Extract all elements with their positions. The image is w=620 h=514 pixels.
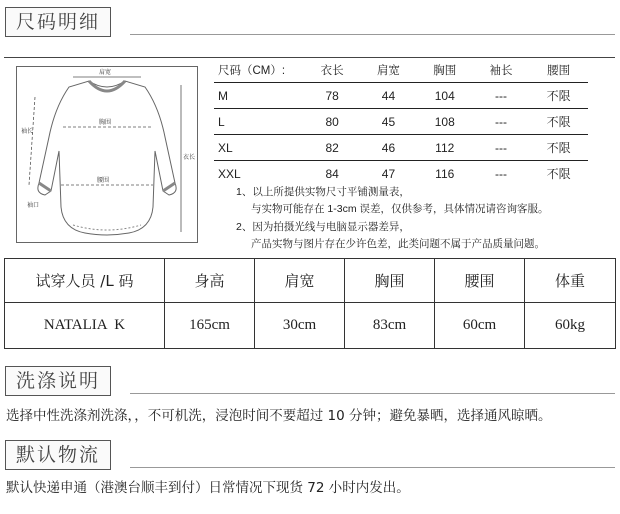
fit-header-cell: 胸围 (345, 259, 435, 303)
fit-header-cell: 身高 (165, 259, 255, 303)
fit-header-cell: 肩宽 (255, 259, 345, 303)
fit-header-cell: 体重 (525, 259, 616, 303)
fit-cell: 165cm (165, 303, 255, 349)
size-cell: 108 (417, 109, 473, 135)
label-hem: 腰围 (97, 177, 110, 184)
fit-table-row (5, 303, 616, 349)
label-chest: 胸围 (99, 119, 112, 126)
section-title-wash-text: 洗涤说明 (16, 370, 101, 392)
dress-illustration (17, 67, 197, 242)
size-cell: --- (473, 109, 529, 135)
fit-cell: 83cm (345, 303, 435, 349)
size-table (214, 58, 588, 186)
note-line: 2、因为拍摄光线与电脑显示器差异， (236, 220, 410, 233)
size-row (214, 109, 588, 135)
size-cell: 不限 (529, 83, 588, 109)
size-cell: --- (473, 161, 529, 187)
fit-table-header (5, 259, 616, 303)
label-length: 衣长 (183, 154, 196, 161)
size-cell: 46 (360, 135, 416, 161)
size-notes (236, 184, 549, 253)
size-header-cell: 腰围 (547, 65, 571, 77)
size-cell: 84 (304, 161, 360, 187)
size-header-cell: 衣长 (320, 65, 344, 77)
size-row (214, 83, 588, 109)
size-cell: 不限 (529, 161, 588, 187)
fit-cell: 60cm (435, 303, 525, 349)
size-row (214, 161, 588, 187)
size-cell: --- (473, 135, 529, 161)
size-cell: 45 (360, 109, 416, 135)
size-header-cell: 胸围 (433, 65, 457, 77)
size-header-cell: 肩宽 (376, 65, 400, 77)
size-cell: 104 (417, 83, 473, 109)
section-title-size (5, 7, 111, 37)
size-cell: 不限 (529, 135, 588, 161)
fit-cell: NATALIA K (5, 303, 165, 349)
label-sleeve: 袖长 (21, 128, 34, 135)
wash-instructions: 选择中性洗涤剂洗涤，，不可机洗，浸泡时间不要超过 10 分钟；避免暴晒，选择通风晾晒。 (6, 408, 552, 424)
label-cuff: 袖口 (27, 202, 40, 209)
size-cell: L (214, 109, 304, 135)
size-row (214, 135, 588, 161)
note-line: 与实物可能存在 1-3cm 误差，仅供参考，具体情况请咨询客服。 (251, 203, 549, 216)
size-cell: 116 (417, 161, 473, 187)
section-divider (130, 34, 615, 35)
section-divider (130, 467, 615, 468)
size-cell: 112 (417, 135, 473, 161)
size-header-cell: 尺码（CM）: (218, 65, 286, 77)
section-title-shipping-text: 默认物流 (16, 444, 101, 466)
section-title-wash (5, 366, 111, 396)
size-cell: XL (214, 135, 304, 161)
fit-header-cell: 腰围 (435, 259, 525, 303)
size-cell: M (214, 83, 304, 109)
section-title-size-text: 尺码明细 (16, 11, 101, 33)
size-table-header (214, 58, 588, 83)
fit-cell: 30cm (255, 303, 345, 349)
section-divider (130, 393, 615, 394)
note-line: 1、以上所提供实物尺寸平铺测量表， (236, 186, 410, 198)
size-cell: --- (473, 83, 529, 109)
size-cell: 80 (304, 109, 360, 135)
size-cell: 44 (360, 83, 416, 109)
fit-cell: 60kg (525, 303, 616, 349)
size-cell: 82 (304, 135, 360, 161)
label-shoulder: 肩宽 (99, 69, 112, 76)
size-cell: 47 (360, 161, 416, 187)
shipping-info: 默认快递申通（港澳台顺丰到付）日常情况下现货 72 小时内发出。 (6, 480, 410, 496)
fit-model-table (4, 258, 616, 349)
size-cell: XXL (214, 161, 304, 187)
garment-diagram (16, 66, 198, 243)
size-header-cell: 袖长 (489, 65, 513, 77)
fit-header-cell: 试穿人员 /L 码 (5, 259, 165, 303)
size-cell: 78 (304, 83, 360, 109)
section-title-shipping (5, 440, 111, 470)
size-cell: 不限 (529, 109, 588, 135)
note-line: 产品实物与图片存在少许色差，此类问题不属于产品质量问题。 (251, 237, 545, 250)
